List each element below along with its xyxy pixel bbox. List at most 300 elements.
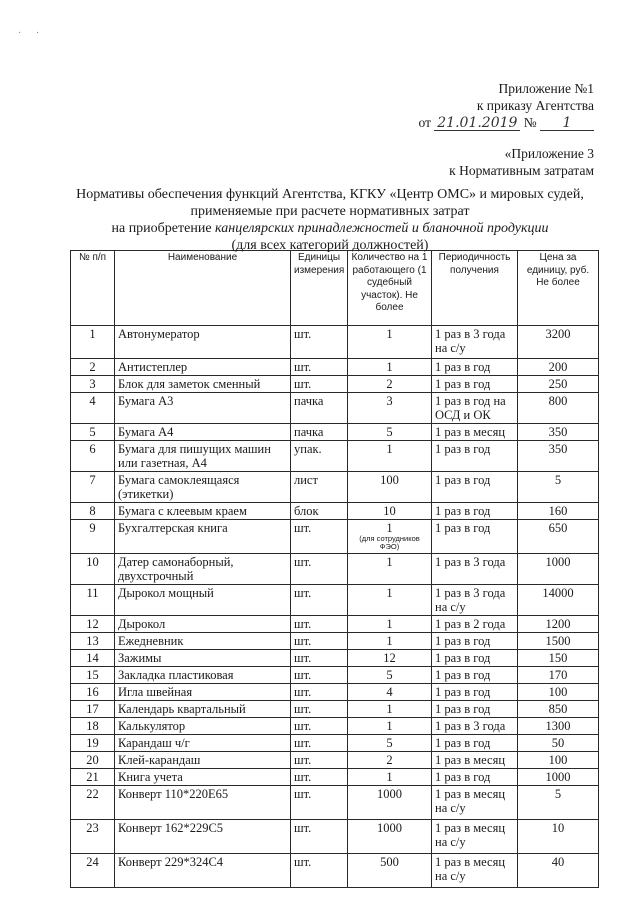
cell-period-text: 1 раз в год (435, 377, 491, 391)
cell-price (518, 769, 599, 786)
title-line-4: (для всех категорий должностей) (231, 238, 429, 253)
cell-qty (348, 854, 432, 888)
cell-price (518, 503, 599, 520)
cell-price (518, 441, 599, 472)
cell-qty-text: 1 (386, 770, 393, 784)
cell-unit-text: шт. (294, 521, 312, 535)
table-row (71, 752, 599, 769)
cell-price (518, 616, 599, 633)
cell-period (432, 441, 518, 472)
cell-unit-text: шт. (294, 736, 312, 750)
cell-name (115, 650, 291, 667)
cell-num (71, 585, 115, 616)
cell-num-text: 24 (86, 855, 99, 869)
table-row (71, 820, 599, 854)
cell-price-text: 1000 (545, 770, 571, 784)
cell-name-text: Клей-карандаш (118, 753, 201, 767)
cell-name-text: Дырокол (118, 617, 166, 631)
cell-unit-text: шт. (294, 360, 312, 374)
cell-price-text: 50 (551, 736, 565, 750)
cell-unit-text: шт. (294, 651, 312, 665)
col-header-qty: Количество на 1 работающего (1 судебный участок). Не более (348, 251, 432, 326)
cell-qty-text: 1 (386, 360, 393, 374)
cell-qty (348, 585, 432, 616)
cell-unit (291, 376, 348, 393)
table-row (71, 554, 599, 585)
table-row (71, 503, 599, 520)
cell-unit (291, 735, 348, 752)
cell-name (115, 854, 291, 888)
cell-period (432, 554, 518, 585)
cell-period-text: 1 раз в 3 года (435, 555, 506, 569)
cell-price (518, 376, 599, 393)
cell-name-text: Ежедневник (118, 634, 184, 648)
cell-price (518, 424, 599, 441)
cell-period-text: 1 раз в год (435, 504, 491, 518)
col-header-unit: Единицы измерения (291, 251, 348, 326)
cell-qty (348, 503, 432, 520)
cell-qty (348, 326, 432, 359)
cell-period-text: 1 раз в год (435, 668, 491, 682)
cell-num (71, 854, 115, 888)
cell-name (115, 684, 291, 701)
title-line-2: применяемые при расчете нормативных затрат (190, 204, 470, 219)
cell-num-text: 12 (86, 617, 99, 631)
cell-price (518, 554, 599, 585)
cell-num-text: 1 (89, 327, 96, 341)
cell-name (115, 752, 291, 769)
cell-unit-text: шт. (294, 634, 312, 648)
cell-unit-text: шт. (294, 719, 312, 733)
cell-num (71, 718, 115, 735)
cell-qty-text: 500 (380, 855, 399, 869)
cell-num-text: 23 (86, 821, 99, 835)
cell-period (432, 616, 518, 633)
table-row (71, 854, 599, 888)
cell-qty (348, 554, 432, 585)
cell-unit-text: пачка (294, 425, 324, 439)
cell-unit (291, 752, 348, 769)
cell-period-text: 1 раз в год (435, 651, 491, 665)
cell-qty-text: 5 (386, 736, 393, 750)
cell-price-text: 1300 (545, 719, 571, 733)
cell-period (432, 701, 518, 718)
cell-name (115, 520, 291, 554)
cell-unit (291, 503, 348, 520)
cell-qty-text: 5 (386, 668, 393, 682)
cell-price (518, 326, 599, 359)
cell-price-text: 250 (548, 377, 568, 391)
cell-unit-text: блок (294, 504, 319, 518)
cell-num (71, 769, 115, 786)
cell-price-text: 14000 (542, 586, 574, 600)
cell-num (71, 503, 115, 520)
cell-period (432, 472, 518, 503)
cell-price-text: 40 (551, 855, 565, 869)
cell-period-text: 1 раз в год (435, 521, 491, 535)
cell-num-text: 18 (86, 719, 99, 733)
table-row (71, 326, 599, 359)
table-row (71, 667, 599, 684)
cell-unit-text: шт. (294, 855, 312, 869)
cell-name-text: Датер самонаборный, двухстрочный (118, 555, 234, 583)
table-row (71, 718, 599, 735)
cell-price (518, 472, 599, 503)
cell-price (518, 701, 599, 718)
cell-num-text: 20 (86, 753, 99, 767)
cell-price-text: 100 (548, 685, 568, 699)
cell-qty-text: 12 (383, 651, 396, 665)
cell-num (71, 441, 115, 472)
table-header-row (71, 251, 599, 326)
cell-price (518, 718, 599, 735)
cell-price (518, 735, 599, 752)
cell-name-text: Автонумератор (118, 327, 200, 341)
cell-name-text: Антистеплер (118, 360, 188, 374)
cell-period (432, 854, 518, 888)
table-row (71, 585, 599, 616)
cell-unit (291, 554, 348, 585)
cell-qty (348, 820, 432, 854)
number-prefix: № (523, 115, 537, 130)
col-header-num: № п/п (71, 251, 115, 326)
cell-unit-text: шт. (294, 753, 312, 767)
cell-period-text: 1 раз в год (435, 360, 491, 374)
cell-qty (348, 650, 432, 667)
cell-name-text: Карандаш ч/г (118, 736, 190, 750)
cell-qty (348, 393, 432, 424)
cell-name (115, 326, 291, 359)
cell-unit (291, 326, 348, 359)
cell-num (71, 616, 115, 633)
cell-unit (291, 616, 348, 633)
cell-name-text: Бумага для пишущих машин или газетная, А4 (118, 442, 271, 470)
order-reference: к приказу Агентства (476, 98, 594, 113)
cell-period-text: 1 раз в месяц на с/у (435, 855, 506, 883)
cell-name-text: Бумага с клеевым краем (118, 504, 247, 518)
cell-num-text: 10 (86, 555, 99, 569)
table-row (71, 616, 599, 633)
cell-period-text: 1 раз в год (435, 770, 491, 784)
cell-num-text: 8 (89, 504, 96, 518)
cell-period (432, 359, 518, 376)
cell-unit-text: шт. (294, 668, 312, 682)
cell-qty (348, 786, 432, 820)
cell-num-text: 15 (86, 668, 99, 682)
cell-qty-text: 10 (383, 504, 396, 518)
cell-qty (348, 376, 432, 393)
handwritten-number: 1 (540, 116, 594, 131)
cell-num-text: 17 (86, 702, 99, 716)
cell-period-text: 1 раз в 3 года на с/у (435, 586, 506, 614)
cell-qty-text: 1 (386, 586, 393, 600)
cell-unit (291, 854, 348, 888)
cell-name (115, 701, 291, 718)
cell-num-text: 9 (89, 521, 96, 535)
cell-num (71, 701, 115, 718)
cell-num-text: 6 (89, 442, 96, 456)
cell-name (115, 503, 291, 520)
cell-num-text: 5 (89, 425, 96, 439)
norms-table (70, 250, 599, 888)
cell-qty-text: 2 (386, 753, 393, 767)
cell-period-text: 1 раз в год (435, 442, 491, 456)
cell-price-text: 200 (548, 360, 568, 374)
appendix-title: Приложение №1 (498, 81, 594, 96)
handwritten-date: 21.01.2019 (434, 116, 520, 131)
table-body (71, 326, 599, 888)
cell-price (518, 667, 599, 684)
cell-name-text: Зажимы (118, 651, 162, 665)
cell-num (71, 520, 115, 554)
cell-num-text: 22 (86, 787, 99, 801)
cell-period-text: 1 раз в месяц на с/у (435, 787, 506, 815)
cell-num-text: 11 (86, 586, 99, 600)
cell-qty-text: 1000 (377, 821, 402, 835)
cell-price (518, 650, 599, 667)
cell-name (115, 616, 291, 633)
cell-unit (291, 820, 348, 854)
cell-num (71, 472, 115, 503)
cell-qty (348, 701, 432, 718)
cell-qty-text: 1 (386, 442, 393, 456)
cell-num (71, 554, 115, 585)
cell-name-text: Дырокол мощный (118, 586, 214, 600)
cell-num (71, 752, 115, 769)
cell-name-text: Калькулятор (118, 719, 186, 733)
table-row (71, 769, 599, 786)
table-row (71, 786, 599, 820)
cell-period (432, 503, 518, 520)
cell-qty-text: 3 (386, 394, 393, 408)
cell-period-text: 1 раз в 3 года (435, 719, 506, 733)
title-line-3-plain: на приобретение (111, 221, 216, 236)
cell-name (115, 769, 291, 786)
table-row (71, 633, 599, 650)
cell-qty-text: 100 (380, 473, 399, 487)
table-row (71, 735, 599, 752)
title-line-3 (60, 220, 600, 237)
appendix3-title: «Приложение 3 (504, 146, 594, 161)
cell-qty (348, 441, 432, 472)
cell-num (71, 424, 115, 441)
cell-unit-text: шт. (294, 787, 312, 801)
cell-name-text: Закладка пластиковая (118, 668, 234, 682)
cell-price-text: 160 (548, 504, 568, 518)
table-row (71, 520, 599, 554)
cell-unit (291, 667, 348, 684)
cell-period-text: 1 раз в год (435, 634, 491, 648)
cell-name (115, 359, 291, 376)
cell-name-text: Бухгалтерская книга (118, 521, 228, 535)
cell-qty-text: 1000 (377, 787, 402, 801)
cell-num (71, 684, 115, 701)
cell-period (432, 752, 518, 769)
cell-unit (291, 650, 348, 667)
cell-period-text: 1 раз в 2 года (435, 617, 506, 631)
cell-period-text: 1 раз в 3 года на с/у (435, 327, 506, 355)
cell-name (115, 718, 291, 735)
table-row (71, 472, 599, 503)
cell-unit-text: шт. (294, 327, 312, 341)
cell-price-text: 3200 (545, 327, 571, 341)
cell-name-text: Книга учета (118, 770, 183, 784)
table-row (71, 393, 599, 424)
cell-qty (348, 667, 432, 684)
cell-price (518, 585, 599, 616)
cell-qty (348, 359, 432, 376)
cell-name (115, 633, 291, 650)
cell-num-text: 3 (89, 377, 96, 391)
cell-unit-text: шт. (294, 555, 312, 569)
cell-qty-text: 5 (386, 425, 393, 439)
cell-period (432, 820, 518, 854)
cell-qty (348, 633, 432, 650)
order-date-line (419, 114, 595, 131)
cell-name (115, 585, 291, 616)
cell-price (518, 854, 599, 888)
appendix3-header (449, 145, 594, 179)
cell-name (115, 441, 291, 472)
cell-period-text: 1 раз в год (435, 685, 491, 699)
cell-unit-text: шт. (294, 685, 312, 699)
cell-unit (291, 359, 348, 376)
cell-num (71, 393, 115, 424)
cell-unit (291, 701, 348, 718)
cell-name (115, 786, 291, 820)
cell-unit-text: шт. (294, 586, 312, 600)
cell-price-text: 1000 (545, 555, 571, 569)
cell-period (432, 735, 518, 752)
cell-period-text: 1 раз в год (435, 473, 491, 487)
cell-price-text: 850 (548, 702, 568, 716)
cell-price (518, 520, 599, 554)
cell-period (432, 684, 518, 701)
cell-num-text: 7 (89, 473, 96, 487)
cell-period (432, 786, 518, 820)
scan-artifact: · · (18, 28, 46, 39)
cell-qty (348, 752, 432, 769)
cell-price-text: 350 (548, 442, 568, 456)
title-line-3-italic: канцелярских принадлежностей и бланочной продукции (215, 221, 549, 236)
cell-unit-text: лист (294, 473, 318, 487)
cell-num (71, 650, 115, 667)
cell-num-text: 4 (89, 394, 96, 408)
cell-name (115, 735, 291, 752)
cell-period-text: 1 раз в месяц (435, 753, 506, 767)
cell-price-text: 650 (548, 521, 568, 535)
cell-name (115, 667, 291, 684)
cell-name-text: Бумага А3 (118, 394, 174, 408)
cell-qty-text: 1 (386, 327, 393, 341)
cell-period (432, 376, 518, 393)
cell-price (518, 820, 599, 854)
title-line-1: Нормативы обеспечения функций Агентства, КГКУ «Центр ОМС» и мировых судей, (76, 187, 584, 202)
cell-qty (348, 684, 432, 701)
cell-unit (291, 441, 348, 472)
cell-name-text: Конверт 229*324С4 (118, 855, 224, 869)
table-row (71, 701, 599, 718)
cell-unit (291, 472, 348, 503)
cell-price-text: 5 (554, 473, 562, 487)
cell-unit-text: шт. (294, 702, 312, 716)
table-row (71, 376, 599, 393)
cell-price (518, 752, 599, 769)
cell-num-text: 2 (89, 360, 96, 374)
col-header-price: Цена за единицу, руб. Не более (518, 251, 599, 326)
cell-price-text: 100 (548, 753, 568, 767)
cell-qty-text: 1 (386, 617, 393, 631)
cell-unit (291, 718, 348, 735)
cell-price-text: 1500 (545, 634, 571, 648)
cell-unit (291, 684, 348, 701)
cell-unit-text: пачка (294, 394, 324, 408)
cell-price (518, 684, 599, 701)
cell-num (71, 326, 115, 359)
cell-period-text: 1 раз в месяц (435, 425, 506, 439)
cell-qty-text: 2 (386, 377, 393, 391)
table-row (71, 424, 599, 441)
cell-qty-text: 1 (386, 521, 393, 535)
cell-unit (291, 769, 348, 786)
cell-price-text: 170 (548, 668, 568, 682)
cell-qty (348, 520, 432, 554)
cell-num (71, 633, 115, 650)
cell-qty (348, 424, 432, 441)
cell-price-text: 1200 (545, 617, 571, 631)
cell-price-text: 150 (548, 651, 568, 665)
cell-num (71, 735, 115, 752)
cell-num (71, 820, 115, 854)
cell-period (432, 585, 518, 616)
cell-price (518, 393, 599, 424)
cell-name (115, 393, 291, 424)
cell-qty (348, 718, 432, 735)
cell-period-text: 1 раз в год (435, 702, 491, 716)
cell-num-text: 21 (86, 770, 99, 784)
cell-num (71, 667, 115, 684)
cell-unit-text: шт. (294, 377, 312, 391)
cell-period (432, 424, 518, 441)
cell-qty-text: 1 (386, 555, 393, 569)
cell-name-text: Бумага А4 (118, 425, 174, 439)
cell-period-text: 1 раз в год (435, 736, 491, 750)
cell-period (432, 520, 518, 554)
cell-price-text: 5 (554, 787, 562, 801)
col-header-period: Периодичность получения (432, 251, 518, 326)
cell-unit (291, 520, 348, 554)
cell-num-text: 14 (86, 651, 99, 665)
table-row (71, 684, 599, 701)
appendix-header (419, 80, 595, 131)
col-header-name: Наименование (115, 251, 291, 326)
cell-name-text: Конверт 162*229С5 (118, 821, 224, 835)
cell-price-text: 350 (548, 425, 568, 439)
cell-num (71, 359, 115, 376)
table-row (71, 441, 599, 472)
cell-period (432, 769, 518, 786)
cell-period (432, 326, 518, 359)
cell-qty (348, 735, 432, 752)
cell-unit-text: шт. (294, 617, 312, 631)
cell-num-text: 19 (86, 736, 99, 750)
cell-qty-text: 1 (386, 702, 393, 716)
cell-name-text: Бумага самоклеящаяся (этикетки) (118, 473, 240, 501)
cell-unit (291, 633, 348, 650)
cell-qty-text: 1 (386, 634, 393, 648)
cell-qty (348, 616, 432, 633)
cell-unit-text: шт. (294, 770, 312, 784)
